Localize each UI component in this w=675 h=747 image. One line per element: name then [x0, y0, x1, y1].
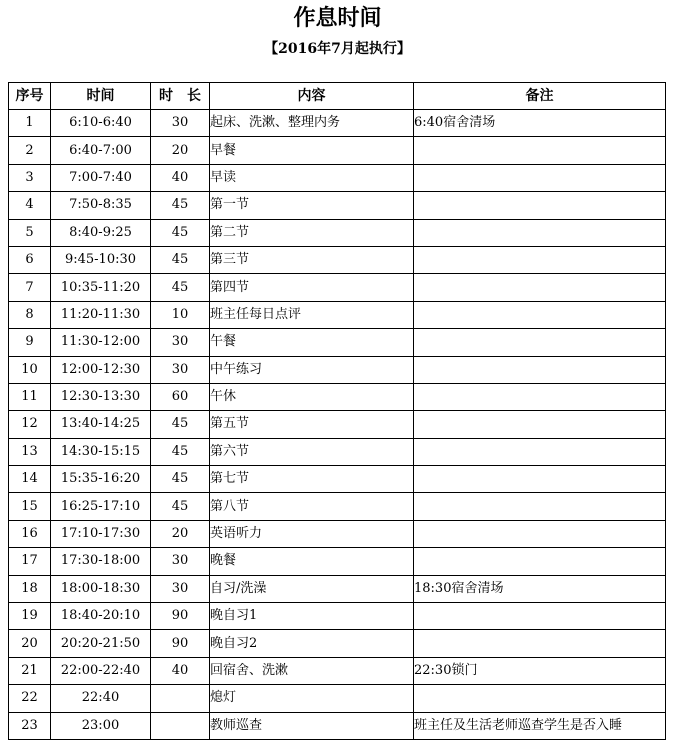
row-content: 第二节 — [210, 219, 414, 246]
row-duration: 45 — [151, 438, 210, 465]
effective-date: 【2016年7月起执行】 — [264, 41, 411, 57]
row-duration: 40 — [151, 164, 210, 191]
table-row — [9, 329, 666, 356]
row-content: 起床、洗漱、整理内务 — [210, 110, 414, 137]
row-number: 16 — [9, 520, 51, 547]
row-note — [414, 164, 666, 191]
row-time: 23:00 — [51, 712, 151, 739]
row-content: 午休 — [210, 383, 414, 410]
row-note — [414, 137, 666, 164]
row-note — [414, 685, 666, 712]
header-note: 备注 — [414, 83, 666, 110]
row-number: 5 — [9, 219, 51, 246]
row-content: 第三节 — [210, 246, 414, 273]
row-content: 第五节 — [210, 411, 414, 438]
row-time: 6:40-7:00 — [51, 137, 151, 164]
row-note — [414, 301, 666, 328]
row-time: 17:30-18:00 — [51, 548, 151, 575]
row-duration: 30 — [151, 575, 210, 602]
row-time: 12:00-12:30 — [51, 356, 151, 383]
table-row — [9, 575, 666, 602]
header-time: 时间 — [51, 83, 151, 110]
row-content: 教师巡查 — [210, 712, 414, 739]
row-number: 10 — [9, 356, 51, 383]
row-content: 第一节 — [210, 192, 414, 219]
row-time: 11:20-11:30 — [51, 301, 151, 328]
table-row — [9, 493, 666, 520]
row-note: 22:30锁门 — [414, 657, 666, 684]
table-header-row — [9, 83, 666, 110]
row-duration: 45 — [151, 192, 210, 219]
table-row — [9, 438, 666, 465]
row-note: 18:30宿舍清场 — [414, 575, 666, 602]
row-duration: 45 — [151, 411, 210, 438]
row-time: 15:35-16:20 — [51, 466, 151, 493]
row-content: 早读 — [210, 164, 414, 191]
row-duration: 20 — [151, 520, 210, 547]
row-note — [414, 329, 666, 356]
row-duration: 10 — [151, 301, 210, 328]
row-time: 7:50-8:35 — [51, 192, 151, 219]
row-duration: 30 — [151, 356, 210, 383]
header-duration: 时 长 — [151, 83, 210, 110]
row-number: 8 — [9, 301, 51, 328]
row-duration: 90 — [151, 603, 210, 630]
table-row — [9, 603, 666, 630]
row-number: 14 — [9, 466, 51, 493]
row-duration: 30 — [151, 110, 210, 137]
row-number: 9 — [9, 329, 51, 356]
table-row — [9, 246, 666, 273]
table-row — [9, 137, 666, 164]
row-note — [414, 192, 666, 219]
row-content: 第七节 — [210, 466, 414, 493]
table-row — [9, 219, 666, 246]
row-time: 8:40-9:25 — [51, 219, 151, 246]
row-note — [414, 493, 666, 520]
row-content: 中午练习 — [210, 356, 414, 383]
row-number: 6 — [9, 246, 51, 273]
row-content: 自习/洗澡 — [210, 575, 414, 602]
table-row — [9, 657, 666, 684]
row-number: 22 — [9, 685, 51, 712]
row-content: 晚自习1 — [210, 603, 414, 630]
row-note — [414, 219, 666, 246]
row-content: 英语听力 — [210, 520, 414, 547]
row-number: 21 — [9, 657, 51, 684]
row-duration: 30 — [151, 548, 210, 575]
table-row — [9, 164, 666, 191]
row-content: 晚自习2 — [210, 630, 414, 657]
row-note — [414, 411, 666, 438]
row-note — [414, 383, 666, 410]
row-note: 6:40宿舍清场 — [414, 110, 666, 137]
row-number: 2 — [9, 137, 51, 164]
row-note — [414, 274, 666, 301]
row-note: 班主任及生活老师巡查学生是否入睡 — [414, 712, 666, 739]
row-duration — [151, 712, 210, 739]
row-time: 10:35-11:20 — [51, 274, 151, 301]
row-time: 6:10-6:40 — [51, 110, 151, 137]
table-row — [9, 110, 666, 137]
table-row — [9, 520, 666, 547]
row-time: 13:40-14:25 — [51, 411, 151, 438]
row-duration: 20 — [151, 137, 210, 164]
row-number: 13 — [9, 438, 51, 465]
table-row — [9, 630, 666, 657]
row-duration: 90 — [151, 630, 210, 657]
row-duration: 60 — [151, 383, 210, 410]
row-number: 15 — [9, 493, 51, 520]
header-no: 序号 — [9, 83, 51, 110]
row-note — [414, 438, 666, 465]
row-number: 1 — [9, 110, 51, 137]
row-time: 12:30-13:30 — [51, 383, 151, 410]
row-number: 11 — [9, 383, 51, 410]
row-time: 14:30-15:15 — [51, 438, 151, 465]
row-number: 20 — [9, 630, 51, 657]
row-content: 早餐 — [210, 137, 414, 164]
row-time: 18:00-18:30 — [51, 575, 151, 602]
row-content: 第四节 — [210, 274, 414, 301]
row-time: 22:40 — [51, 685, 151, 712]
row-number: 17 — [9, 548, 51, 575]
row-content: 晚餐 — [210, 548, 414, 575]
row-time: 20:20-21:50 — [51, 630, 151, 657]
row-number: 3 — [9, 164, 51, 191]
row-duration: 45 — [151, 246, 210, 273]
row-duration: 45 — [151, 274, 210, 301]
table-row — [9, 301, 666, 328]
table-row — [9, 685, 666, 712]
row-time: 16:25-17:10 — [51, 493, 151, 520]
header-content: 内容 — [210, 83, 414, 110]
row-number: 12 — [9, 411, 51, 438]
row-duration: 45 — [151, 466, 210, 493]
row-number: 7 — [9, 274, 51, 301]
row-duration — [151, 685, 210, 712]
table-row — [9, 274, 666, 301]
row-note — [414, 520, 666, 547]
row-note — [414, 548, 666, 575]
row-content: 班主任每日点评 — [210, 301, 414, 328]
row-time: 11:30-12:00 — [51, 329, 151, 356]
table-row — [9, 356, 666, 383]
row-content: 午餐 — [210, 329, 414, 356]
row-number: 4 — [9, 192, 51, 219]
row-note — [414, 603, 666, 630]
page-title: 作息时间 — [293, 5, 382, 31]
row-time: 9:45-10:30 — [51, 246, 151, 273]
row-duration: 30 — [151, 329, 210, 356]
row-duration: 40 — [151, 657, 210, 684]
row-number: 19 — [9, 603, 51, 630]
table-row — [9, 411, 666, 438]
row-note — [414, 246, 666, 273]
row-content: 熄灯 — [210, 685, 414, 712]
schedule-table — [8, 82, 666, 740]
table-row — [9, 192, 666, 219]
row-note — [414, 356, 666, 383]
row-time: 22:00-22:40 — [51, 657, 151, 684]
table-row — [9, 712, 666, 739]
row-duration: 45 — [151, 493, 210, 520]
row-content: 回宿舍、洗漱 — [210, 657, 414, 684]
table-row — [9, 383, 666, 410]
row-content: 第八节 — [210, 493, 414, 520]
row-number: 23 — [9, 712, 51, 739]
table-row — [9, 548, 666, 575]
table-row — [9, 466, 666, 493]
row-time: 17:10-17:30 — [51, 520, 151, 547]
row-content: 第六节 — [210, 438, 414, 465]
row-number: 18 — [9, 575, 51, 602]
row-note — [414, 466, 666, 493]
row-time: 18:40-20:10 — [51, 603, 151, 630]
row-time: 7:00-7:40 — [51, 164, 151, 191]
row-duration: 45 — [151, 219, 210, 246]
row-note — [414, 630, 666, 657]
